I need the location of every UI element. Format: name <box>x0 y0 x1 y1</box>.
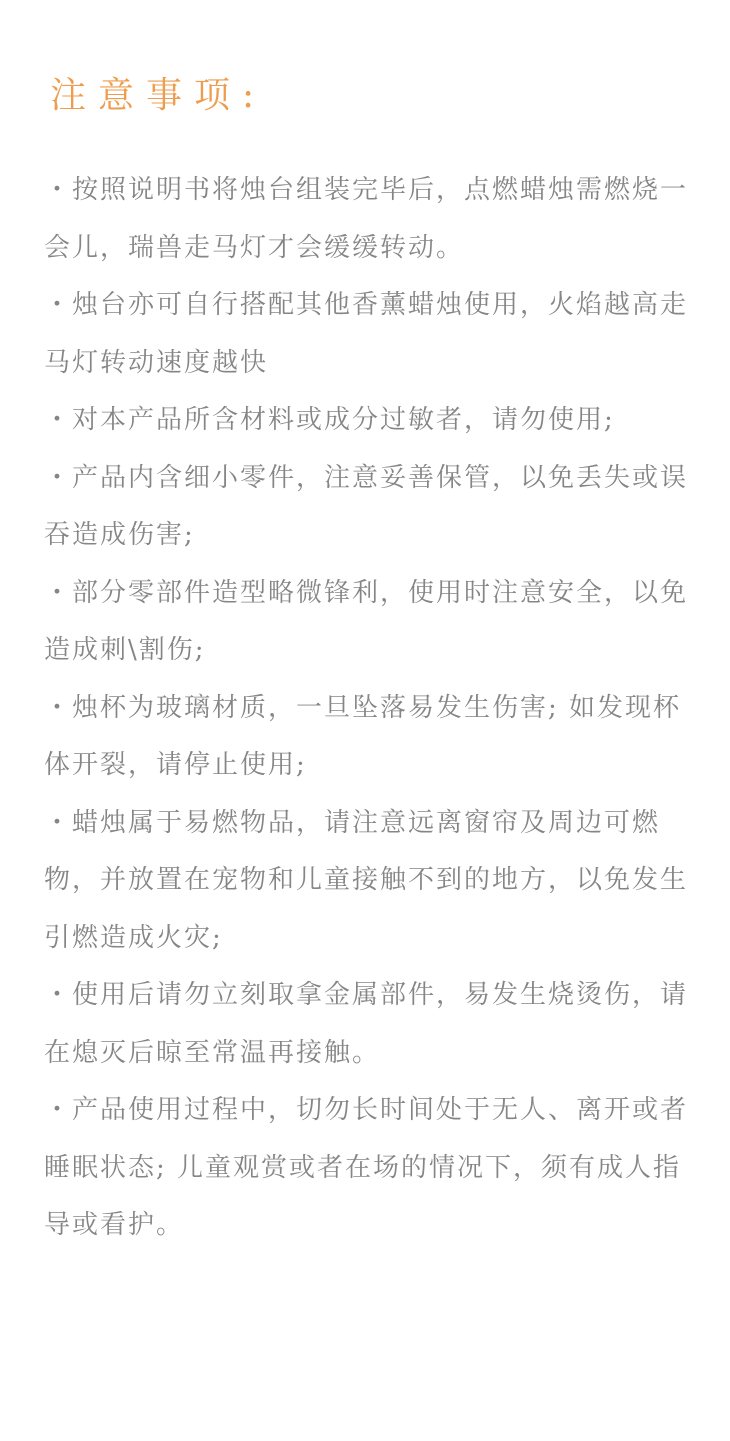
page-title: 注意事项: <box>50 75 267 116</box>
note-item: ・产品内含细小零件，注意妥善保管，以免丢失或误吞造成伤害; <box>44 462 689 550</box>
note-item: ・对本产品所含材料或成分过敏者，请勿使用; <box>44 405 615 435</box>
note-item: ・使用后请勿立刻取拿金属部件，易发生烧烫伤，请在熄灭后晾至常温再接触。 <box>44 980 689 1068</box>
note-item: ・烛台亦可自行搭配其他香薰蜡烛使用，火焰越高走马灯转动速度越快 <box>44 290 689 378</box>
note-item: ・产品使用过程中，切勿长时间处于无人、离开或者睡眠状态; 儿童观赏或者在场的情况下，须有成人指导或看护。 <box>44 1095 689 1240</box>
notes-list <box>44 162 704 1255</box>
note-item: ・蜡烛属于易燃物品，请注意远离窗帘及周边可燃物，并放置在宠物和儿童接触不到的地方，以免发生引燃造成火灾; <box>44 807 689 953</box>
note-item: ・部分零部件造型略微锋利，使用时注意安全，以免造成刺\割伤; <box>44 577 689 665</box>
note-item: ・烛杯为玻璃材质，一旦坠落易发生伤害; 如发现杯体开裂，请停止使用; <box>44 692 682 780</box>
note-item: ・按照说明书将烛台组装完毕后，点燃蜡烛需燃烧一会儿，瑞兽走马灯才会缓缓转动。 <box>44 175 689 263</box>
